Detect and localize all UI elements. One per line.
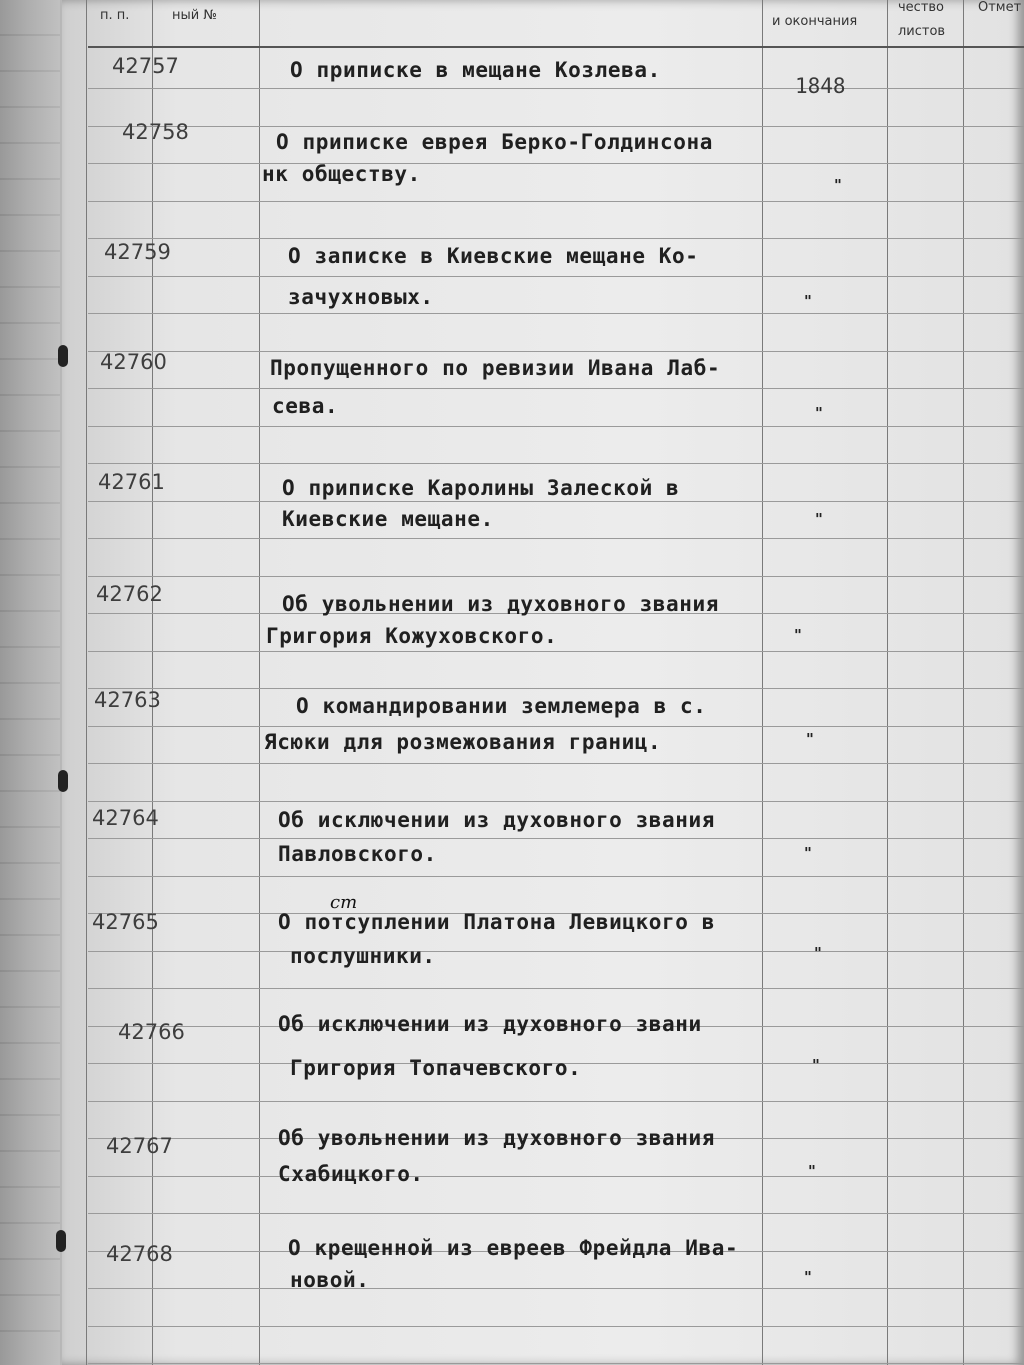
inventory-number: 42758	[122, 120, 189, 144]
column-rule	[86, 0, 87, 1365]
binding-hole	[56, 1230, 66, 1252]
column-rule	[963, 0, 964, 1365]
ditto-mark: "	[834, 176, 842, 194]
entry-title-line2: новой.	[290, 1268, 370, 1292]
column-rule	[762, 0, 763, 1365]
entry-title-line2: нк обществу.	[262, 162, 421, 186]
ditto-mark: "	[812, 1056, 820, 1074]
ruled-line	[88, 1213, 1024, 1214]
entry-title-line2: Григория Топачевского.	[290, 1056, 582, 1080]
header-notes: Отмет	[978, 0, 1022, 15]
entry-title-line1: О крещенной из евреев Фрейдла Ива-	[288, 1236, 739, 1260]
entry-title-line2: Павловского.	[278, 842, 437, 866]
ruled-line	[88, 276, 1024, 277]
ditto-mark: "	[814, 944, 822, 962]
inventory-number: 42759	[104, 240, 171, 264]
ruled-line	[88, 763, 1024, 764]
header-dates: и окончания	[772, 14, 858, 29]
register-page	[62, 0, 1024, 1365]
ruled-line	[88, 1363, 1024, 1364]
column-rule	[887, 0, 888, 1365]
ruled-line	[88, 1288, 1024, 1289]
previous-page-edge	[0, 0, 60, 1365]
handwritten-correction: ст	[330, 892, 358, 913]
inventory-number: 42757	[112, 54, 179, 78]
ruled-line	[88, 463, 1024, 464]
ruled-line	[88, 876, 1024, 877]
entry-date: 1848	[795, 74, 846, 98]
ruled-line	[88, 801, 1024, 802]
binding-hole	[58, 345, 68, 367]
ditto-mark: "	[815, 404, 823, 422]
entry-title-line1: Об исключении из духовного звани	[278, 1012, 702, 1036]
entry-title-line1: О записке в Киевские мещане Ко-	[288, 244, 699, 268]
ditto-mark: "	[815, 510, 823, 528]
ruled-line	[88, 538, 1024, 539]
ditto-mark: "	[808, 1162, 816, 1180]
inventory-number: 42763	[94, 688, 161, 712]
inventory-number: 42766	[118, 1020, 185, 1044]
column-rule	[152, 0, 153, 1365]
ruled-line	[88, 163, 1024, 164]
header-sheets-2: листов	[898, 24, 946, 39]
entry-title-line2: Ясюки для розмежования границ.	[264, 730, 662, 754]
inventory-number: 42761	[98, 470, 165, 494]
ruled-line	[88, 501, 1024, 502]
ruled-line	[88, 688, 1024, 689]
ditto-mark: "	[794, 626, 802, 644]
ruled-line	[88, 838, 1024, 839]
ruled-line	[88, 126, 1024, 127]
header-number: п. п.	[100, 8, 130, 23]
ruled-line	[88, 1101, 1024, 1102]
ruled-line	[88, 576, 1024, 577]
binding-hole	[58, 770, 68, 792]
inventory-number: 42760	[100, 350, 167, 374]
ruled-line	[88, 201, 1024, 202]
header-inventory: ный №	[172, 8, 217, 23]
header-rule	[88, 46, 1024, 48]
inventory-number: 42765	[92, 910, 159, 934]
inventory-number: 42768	[106, 1242, 173, 1266]
entry-title-line1: О приписке в мещане Козлева.	[290, 58, 661, 82]
entry-title-line1: Об исключении из духовного звания	[278, 808, 716, 832]
entry-title-line1: Об увольнении из духовного звания	[278, 1126, 716, 1150]
header-sheets-1: чество	[898, 0, 945, 15]
ruled-line	[88, 426, 1024, 427]
ruled-line	[88, 951, 1024, 952]
ditto-mark: "	[804, 1268, 812, 1286]
inventory-number: 42762	[96, 582, 163, 606]
entry-title-line2: послушники.	[290, 944, 436, 968]
ditto-mark: "	[806, 730, 814, 748]
entry-title-line2: Схабицкого.	[278, 1162, 424, 1186]
ditto-mark: "	[804, 292, 812, 310]
ruled-line	[88, 1176, 1024, 1177]
ruled-line	[88, 88, 1024, 89]
ruled-line	[88, 1326, 1024, 1327]
entry-title-line1: О приписке Каролины Залеской в	[282, 476, 680, 500]
ditto-mark: "	[804, 844, 812, 862]
entry-title-line2: сева.	[272, 394, 339, 418]
inventory-number: 42764	[92, 806, 159, 830]
ruled-line	[88, 313, 1024, 314]
ruled-line	[88, 988, 1024, 989]
entry-title-line1: Об увольнении из духовного звания	[282, 592, 720, 616]
entry-title-line1: Пропущенного по ревизии Ивана Лаб-	[270, 356, 721, 380]
ruled-line	[88, 651, 1024, 652]
ruled-line	[88, 351, 1024, 352]
entry-title-line1: О потсуплении Платона Левицкого в	[278, 910, 716, 934]
entry-title-line1: О приписке еврея Берко-Голдинсона	[276, 130, 714, 154]
entry-title-line2: Киевские мещане.	[282, 507, 494, 531]
entry-title-line2: зачухновых.	[288, 285, 434, 309]
entry-title-line2: Григория Кожуховского.	[266, 624, 558, 648]
ruled-line	[88, 388, 1024, 389]
ruled-line	[88, 238, 1024, 239]
ruled-line	[88, 726, 1024, 727]
column-rule	[259, 0, 260, 1365]
inventory-number: 42767	[106, 1134, 173, 1158]
entry-title-line1: О командировании землемера в с.	[296, 694, 707, 718]
